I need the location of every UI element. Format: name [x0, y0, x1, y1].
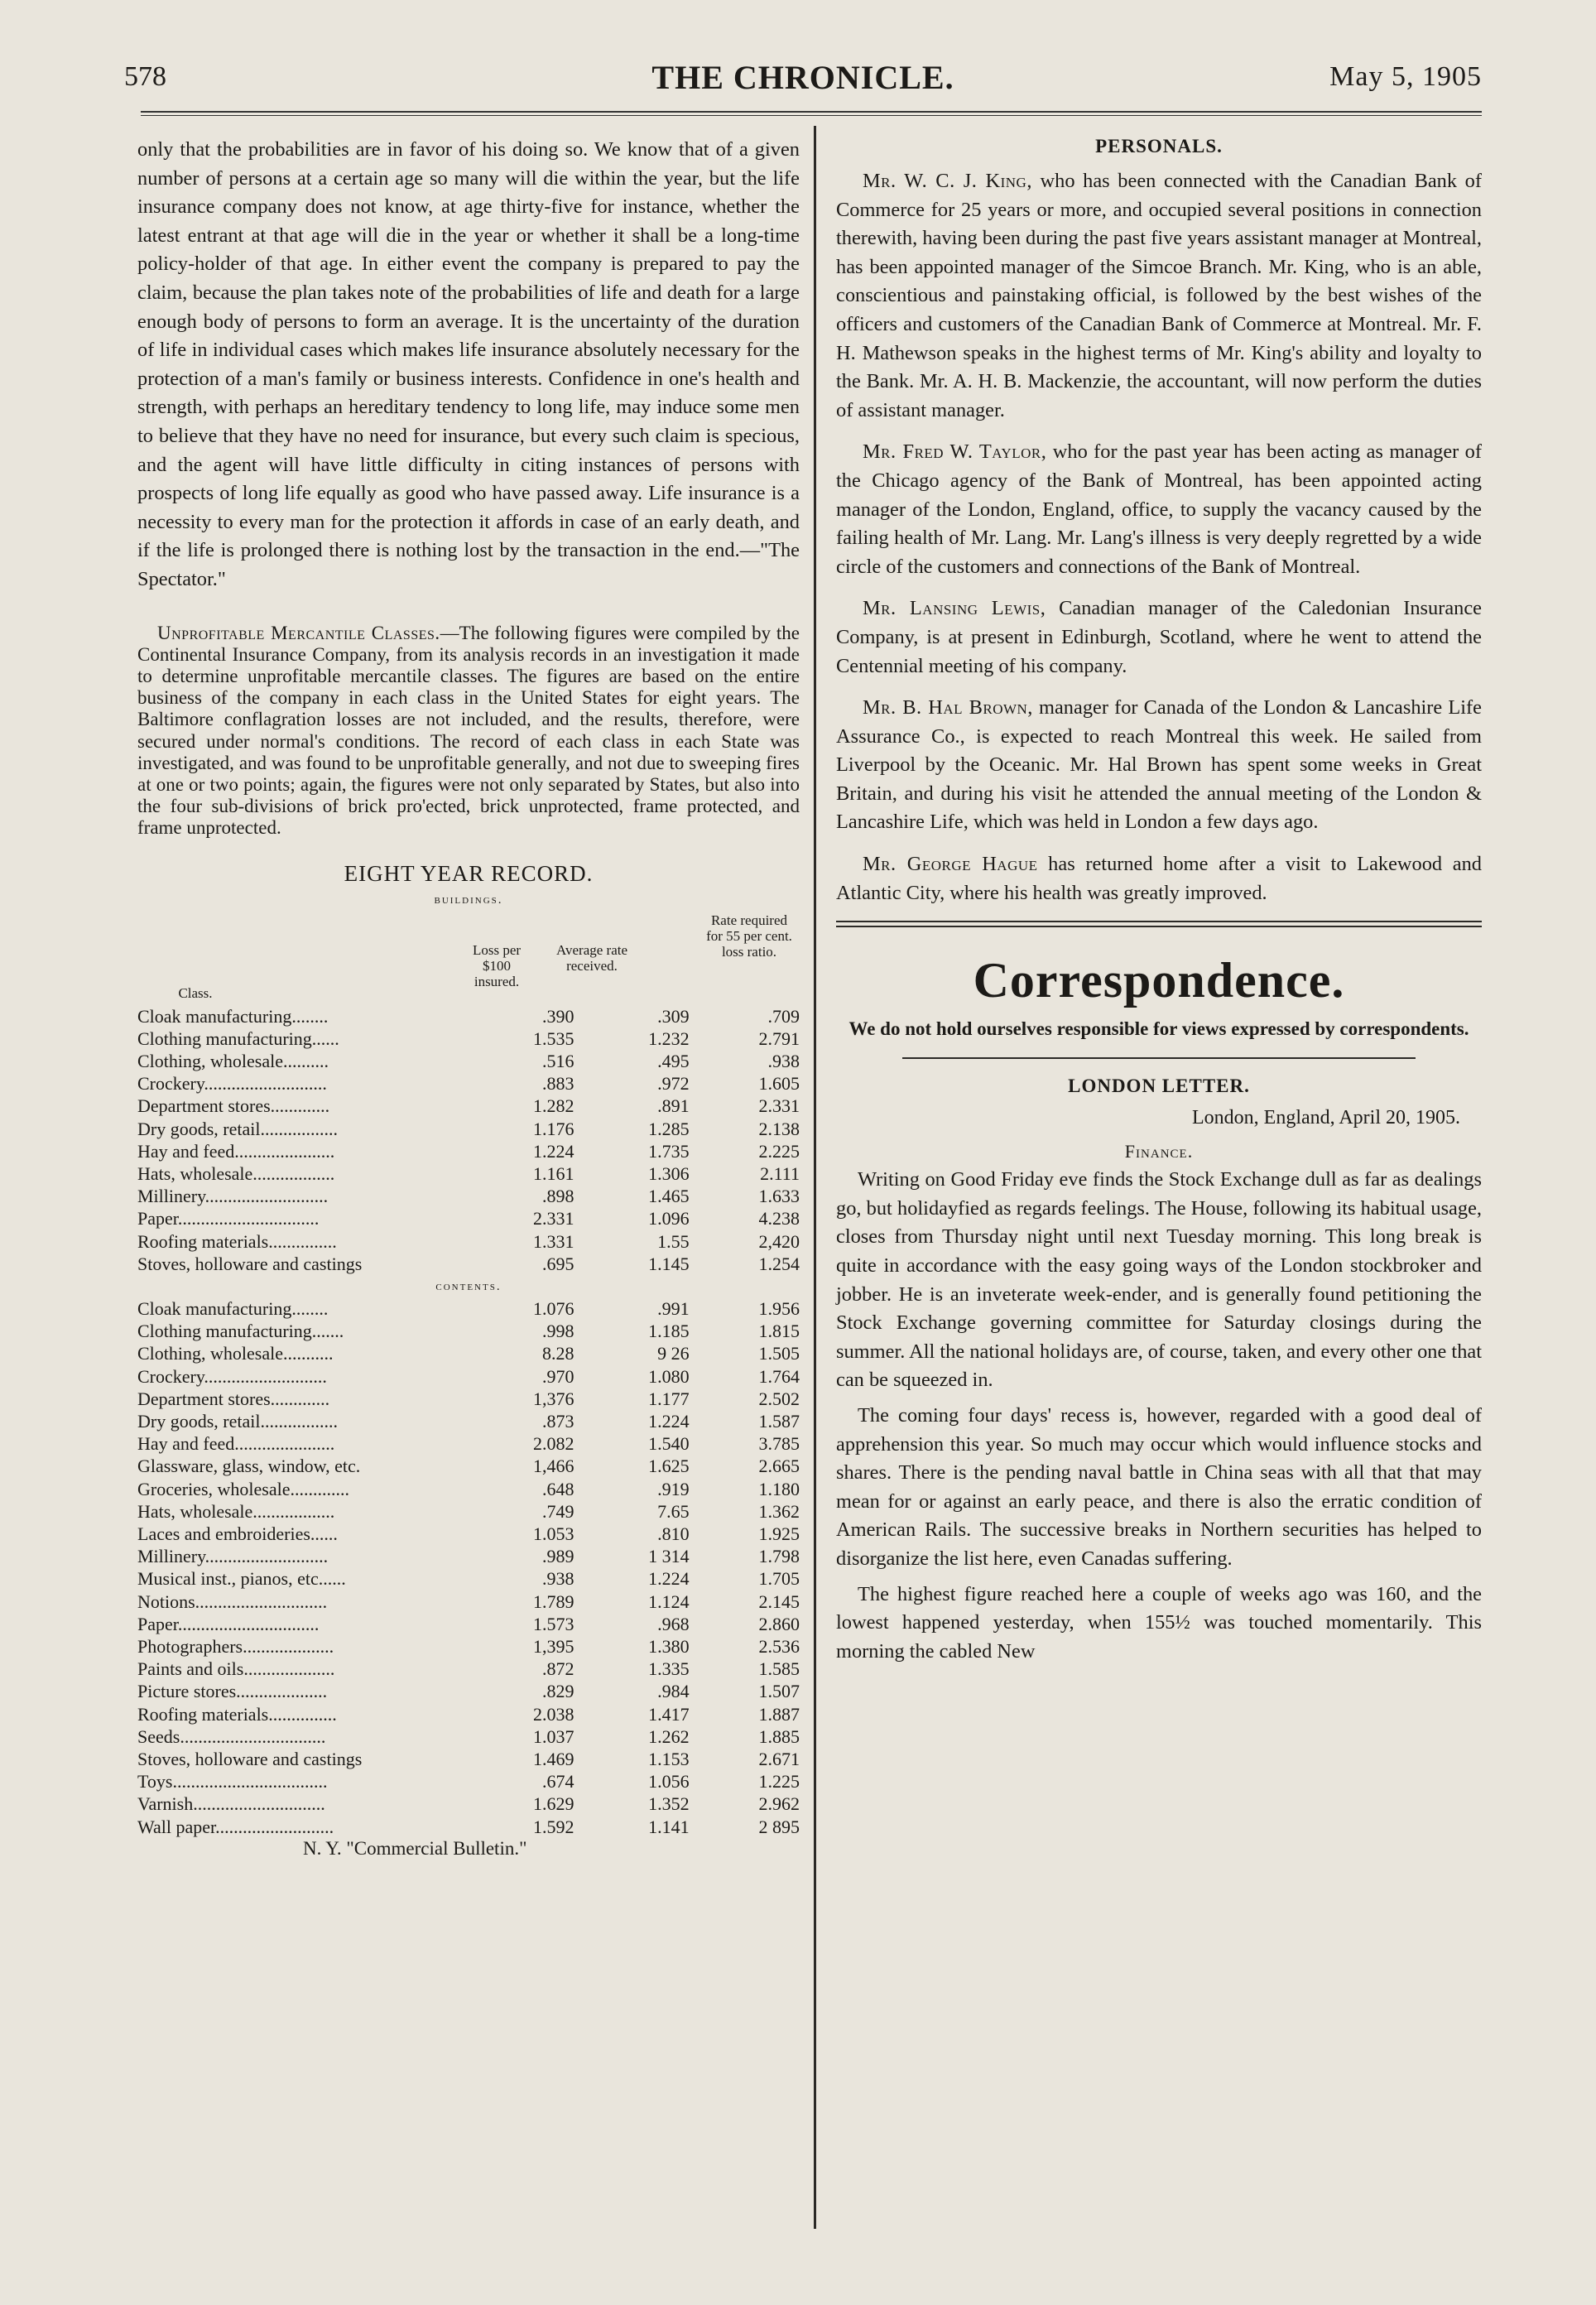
required-rate-cell: .709	[767, 1005, 800, 1027]
loss-cell: 1.469	[533, 1749, 574, 1770]
avg-rate-cell: .984	[657, 1681, 690, 1702]
table-row	[137, 1072, 800, 1095]
avg-rate-cell: .810	[657, 1523, 690, 1544]
table-row	[137, 1388, 800, 1410]
table-row	[137, 1005, 800, 1027]
issue-date: May 5, 1905	[1329, 61, 1482, 92]
table-row	[137, 1523, 800, 1545]
class-cell: Varnish.............................	[137, 1793, 325, 1815]
required-rate-cell: 1.587	[758, 1410, 800, 1432]
table-row	[137, 1590, 800, 1613]
class-cell: Laces and embroideries......	[137, 1523, 338, 1544]
avg-rate-cell: 1.141	[648, 1816, 690, 1837]
required-rate-cell: 2.671	[758, 1749, 800, 1770]
required-rate-cell: 2.502	[758, 1388, 800, 1409]
loss-cell: 1,466	[533, 1456, 574, 1477]
class-cell: Department stores.............	[137, 1095, 330, 1117]
personal-text: Canadian manager of the Caledonian Insurance Company, is at present in Edinburgh, Scotland, where he went to attend the Centennial meeting of his company.	[836, 597, 1482, 677]
required-rate-cell: 1.505	[758, 1343, 800, 1364]
loss-cell: 2.038	[533, 1703, 574, 1725]
required-rate-cell: 2.860	[758, 1613, 800, 1634]
avg-rate-cell: 1.224	[648, 1568, 690, 1590]
personal-text: manager for Canada of the London & Lancashire Life Assurance Co., is expected to reach Montreal this week. He sailed from Liverpool by the Oceanic. Mr. Hal Brown has spent some weeks in Great Britain, and during his visit he attended the annual meeting of the London & Lancashire Life, which was held in London a few days ago.	[836, 696, 1482, 834]
col-loss-header: Loss per $100 insured.	[472, 941, 522, 989]
avg-rate-cell: .309	[657, 1005, 690, 1027]
table-row	[137, 1703, 800, 1725]
correspondence-disclaimer: We do not hold ourselves responsible for views expressed by correspondents.	[848, 1018, 1469, 1040]
loss-cell: .648	[542, 1478, 574, 1499]
avg-rate-cell: 1.262	[648, 1725, 690, 1747]
required-rate-cell: .938	[767, 1050, 800, 1071]
table-row	[137, 1770, 800, 1793]
loss-cell: .390	[542, 1005, 574, 1027]
article-body: —The following figures were compiled by the Continental Insurance Company, from its analysis records in an investigation it made to determine unprofitable mercantile classes. The figures are based on the entire business of the company in each class in the United States for eight years. The Baltimore conflagration losses are not included, and the results, therefore, were secured under normal's conditions. The record of each class in each State was investigated, and was found to be unprofitable generally, and not due to sweeping fires at one or two points; again, the figures were not only separated by States, but also into the four sub-divisions of brick pro'ected, brick unprotected, frame protected, and frame unprotected.	[137, 622, 800, 839]
required-rate-cell: 1.585	[758, 1658, 800, 1680]
contents-label: contents.	[435, 1279, 502, 1293]
avg-rate-cell: 1.224	[648, 1410, 690, 1432]
class-cell: Hay and feed......................	[137, 1140, 335, 1162]
required-rate-cell: 2.962	[758, 1793, 800, 1815]
loss-cell: 8.28	[542, 1343, 574, 1364]
loss-cell: .749	[542, 1500, 574, 1522]
table-row	[137, 1162, 800, 1185]
required-rate-cell: 1.956	[758, 1297, 800, 1319]
avg-rate-cell: 1.124	[648, 1590, 690, 1612]
required-rate-cell: 1.798	[758, 1546, 800, 1567]
table-row	[137, 1365, 800, 1388]
masthead-title: THE CHRONICLE.	[651, 59, 954, 96]
right-column	[836, 136, 1482, 1672]
class-cell: Roofing materials...............	[137, 1703, 337, 1725]
loss-cell: 1,395	[533, 1636, 574, 1658]
required-rate-cell: 2.111	[760, 1162, 800, 1184]
loss-cell: 1.053	[533, 1523, 574, 1544]
class-cell: Stoves, holloware and castings	[137, 1253, 363, 1274]
avg-rate-cell: 1.380	[648, 1636, 690, 1658]
personal-item	[836, 850, 1482, 907]
required-rate-cell: 3.785	[758, 1433, 800, 1455]
avg-rate-cell: 1.145	[648, 1253, 690, 1274]
table-row	[137, 1567, 800, 1590]
loss-cell: .674	[542, 1771, 574, 1793]
table-row	[137, 1680, 800, 1702]
personal-name: Mr. George Hague	[863, 853, 1038, 876]
col-avg-header: Average rate received.	[555, 941, 628, 974]
avg-rate-cell: 1.465	[648, 1186, 690, 1207]
required-rate-cell: 1.887	[758, 1703, 800, 1725]
class-cell: Photographers....................	[137, 1636, 334, 1658]
table-row	[137, 1793, 800, 1815]
avg-rate-cell: .972	[657, 1073, 690, 1095]
personal-text: has returned home after a visit to Lakewood and Atlantic City, where his health was greatly improved.	[836, 853, 1482, 904]
avg-rate-cell: 9 26	[657, 1343, 690, 1364]
finance-paragraph: Writing on Good Friday eve finds the Stock Exchange dull as far as dealings go, but holidayfied as regards feelings. The House, following its habitual usage, closes from Thursday night until next Tuesday morning. This long break is quite in accordance with the easy going ways of the London stockbroker and jobber. He is an inveterate week-ender, and is generally found petitioning the Stock Exchange governing committee for Saturday closings during the summer. All the national holidays are, of course, taken, and every other one that can be squeezed in.	[836, 1168, 1482, 1392]
class-cell: Notions.............................	[137, 1590, 328, 1612]
required-rate-cell: 1.633	[758, 1186, 800, 1207]
table-row	[137, 1118, 800, 1140]
table-row	[137, 1455, 800, 1477]
table-row	[137, 1185, 800, 1207]
required-rate-cell: 2.665	[758, 1456, 800, 1477]
class-cell: Paper...............................	[137, 1613, 320, 1634]
class-cell: Hats, wholesale..................	[137, 1162, 335, 1184]
personal-item	[836, 438, 1482, 581]
loss-cell: .872	[542, 1658, 574, 1680]
table-row	[137, 1207, 800, 1229]
personal-item	[836, 594, 1482, 681]
class-cell: Toys..................................	[137, 1771, 328, 1793]
personal-item	[836, 167, 1482, 425]
required-rate-cell: 1.507	[758, 1681, 800, 1702]
table-row	[137, 1725, 800, 1748]
table-row	[137, 1342, 800, 1364]
loss-cell: 1.176	[533, 1118, 574, 1139]
left-column	[137, 136, 800, 1860]
avg-rate-cell: 1.080	[648, 1365, 690, 1387]
correspondence-heading: Correspondence.	[973, 953, 1345, 1008]
avg-rate-cell: 1.056	[648, 1771, 690, 1793]
loss-cell: 1.535	[533, 1027, 574, 1049]
avg-rate-cell: 1.177	[648, 1388, 690, 1409]
class-cell: Cloak manufacturing........	[137, 1005, 329, 1027]
table-row	[137, 1500, 800, 1523]
table-header	[137, 912, 800, 1005]
table-title: EIGHT YEAR RECORD.	[344, 860, 594, 886]
loss-cell: 1.224	[533, 1140, 574, 1162]
class-cell: Cloak manufacturing........	[137, 1297, 329, 1319]
avg-rate-cell: 1.55	[657, 1230, 690, 1252]
avg-rate-cell: 1.153	[648, 1749, 690, 1770]
table-row	[137, 1095, 800, 1117]
article-lead: Unprofitable Mercantile Classes.	[157, 622, 440, 643]
table-row	[137, 1320, 800, 1342]
required-rate-cell: 2.145	[758, 1590, 800, 1612]
class-cell: Stoves, holloware and castings	[137, 1749, 363, 1770]
table-row	[137, 1635, 800, 1658]
class-cell: Groceries, wholesale.............	[137, 1478, 349, 1499]
avg-rate-cell: 1.417	[648, 1703, 690, 1725]
class-cell: Glassware, glass, window, etc.	[137, 1456, 361, 1477]
required-rate-cell: 1.925	[758, 1523, 800, 1544]
class-cell: Paints and oils....................	[137, 1658, 335, 1680]
buildings-label: buildings.	[434, 893, 503, 907]
table-row	[137, 1545, 800, 1567]
loss-cell: 1.076	[533, 1297, 574, 1319]
section-rule	[836, 921, 1482, 927]
avg-rate-cell: .968	[657, 1613, 690, 1634]
personal-name: Mr. W. C. J. King,	[863, 170, 1032, 192]
class-cell: Clothing, wholesale..........	[137, 1050, 329, 1071]
avg-rate-cell: 1.335	[648, 1658, 690, 1680]
avg-rate-cell: 1.096	[648, 1208, 690, 1229]
avg-rate-cell: .495	[657, 1050, 690, 1071]
buildings-table	[137, 1005, 800, 1275]
newspaper-page	[124, 43, 1482, 2270]
class-cell: Clothing, wholesale...........	[137, 1343, 334, 1364]
class-cell: Musical inst., pianos, etc......	[137, 1568, 346, 1590]
loss-cell: .873	[542, 1410, 574, 1432]
loss-cell: .898	[542, 1186, 574, 1207]
class-cell: Seeds................................	[137, 1725, 326, 1747]
avg-rate-cell: .919	[657, 1478, 690, 1499]
class-cell: Clothing manufacturing.......	[137, 1321, 344, 1342]
thin-rule	[902, 1057, 1416, 1059]
loss-cell: 1.282	[533, 1095, 574, 1117]
mercantile-classes-article	[137, 623, 800, 840]
avg-rate-cell: 1.185	[648, 1321, 690, 1342]
loss-cell: 1.161	[533, 1162, 574, 1184]
avg-rate-cell: .991	[657, 1297, 690, 1319]
personal-name: Mr. Fred W. Taylor,	[863, 440, 1047, 464]
required-rate-cell: 1.705	[758, 1568, 800, 1590]
required-rate-cell: 1.605	[758, 1073, 800, 1095]
class-cell: Picture stores....................	[137, 1681, 328, 1702]
london-letter-heading: LONDON LETTER.	[1068, 1076, 1250, 1097]
required-rate-cell: 2,420	[758, 1230, 800, 1252]
required-rate-cell: 2.138	[758, 1118, 800, 1139]
class-cell: Crockery...........................	[137, 1365, 327, 1387]
avg-rate-cell: 1.625	[648, 1456, 690, 1477]
loss-cell: 2.082	[533, 1433, 574, 1455]
table-row	[137, 1613, 800, 1635]
required-rate-cell: 1.815	[758, 1321, 800, 1342]
spectator-article: only that the probabilities are in favor of his doing so. We know that of a given number of persons at a certain age so many will die within the year, but the life insurance company does not know, at age thirty-five for instance, whether the latest entrant at that age will die in the year or whether it shall be a long-time policy-holder of that age. In either event the company is prepared to pay the claim, because the plan takes note of the probabilities of life and death for a large enough body of persons to form an average. It is the uncertainty of the duration of life in individual cases which makes life insurance absolutely necessary for the protection of a man's family or business interests. Confidence in one's health and strength, with perhaps an hereditary tendency to long life, may induce some men to believe that they have no need for insurance, but every such claim is specious, and the agent will have little difficulty in citing instances of persons with prospects of long life equally as good who have passed away. Life insurance is a necessity to every man for the protection it affords in case of an early death, and if the life is prolonged there is nothing lost by the transaction in the end.—"The Spectator."	[137, 138, 800, 590]
required-rate-cell: 1.362	[758, 1500, 800, 1522]
class-cell: Dry goods, retail.................	[137, 1410, 338, 1432]
class-cell: Hay and feed......................	[137, 1433, 335, 1455]
required-rate-cell: 1.254	[758, 1253, 800, 1274]
class-cell: Paper...............................	[137, 1208, 320, 1229]
table-row	[137, 1297, 800, 1320]
col-rate-header: Rate required for 55 per cent. loss ratio.	[706, 912, 792, 960]
page-header	[124, 58, 1482, 116]
header-rule	[141, 111, 1482, 116]
loss-cell: 1.629	[533, 1793, 574, 1815]
personals-heading: PERSONALS.	[1095, 136, 1223, 156]
required-rate-cell: 1.764	[758, 1365, 800, 1387]
class-cell: Hats, wholesale..................	[137, 1500, 335, 1522]
loss-cell: .938	[542, 1568, 574, 1590]
table-row	[137, 1410, 800, 1432]
table-row	[137, 1748, 800, 1770]
personal-name: Mr. B. Hal Brown,	[863, 696, 1033, 719]
required-rate-cell: 2.331	[758, 1095, 800, 1117]
avg-rate-cell: .891	[657, 1095, 690, 1117]
contents-table	[137, 1297, 800, 1838]
personal-text: who has been connected with the Canadian Bank of Commerce for 25 years or more, and occupied several positions in connection therewith, having been during the past five years assistant manager at Montreal, has been appointed manager of the Simcoe Branch. Mr. King, who is an able, conscientious and painstaking official, is followed by the best wishes of the officers and customers of the Canadian Bank of Commerce at Montreal. Mr. F. H. Mathewson speaks in the highest terms of Mr. King's ability and loyalty to the Bank. Mr. A. H. B. Mackenzie, the accountant, will now perform the duties of assistant manager.	[836, 170, 1482, 421]
avg-rate-cell: 1 314	[648, 1546, 690, 1567]
loss-cell: 1.592	[533, 1816, 574, 1837]
personal-name: Mr. Lansing Lewis,	[863, 597, 1046, 620]
finance-paragraph: The coming four days' recess is, however, regarded with a good deal of apprehension this year. So much may occur which would influence stocks and shares. There is the pending naval battle in China seas with all that that may mean for or against an early peace, and there is also the erratic condition of American Rails. The successive breaks in Northern securities has helped to disorganize the list here, even Canadas suffering.	[836, 1404, 1482, 1570]
table-row	[137, 1432, 800, 1455]
avg-rate-cell: 7.65	[657, 1500, 690, 1522]
table-row	[137, 1027, 800, 1050]
required-rate-cell: 1.225	[758, 1771, 800, 1793]
loss-cell: .516	[542, 1050, 574, 1071]
class-cell: Crockery...........................	[137, 1073, 327, 1095]
avg-rate-cell: 1.232	[648, 1027, 690, 1049]
table-row	[137, 1140, 800, 1162]
page-number: 578	[124, 61, 166, 92]
required-rate-cell: 2.536	[758, 1636, 800, 1658]
class-cell: Roofing materials...............	[137, 1230, 337, 1252]
loss-cell: .989	[542, 1546, 574, 1567]
table-row	[137, 1050, 800, 1072]
loss-cell: 1.789	[533, 1590, 574, 1612]
table-row	[137, 1478, 800, 1500]
loss-cell: .998	[542, 1321, 574, 1342]
required-rate-cell: 1.180	[758, 1478, 800, 1499]
required-rate-cell: 2.225	[758, 1140, 800, 1162]
avg-rate-cell: 1.540	[648, 1433, 690, 1455]
personal-text: who for the past year has been acting as manager of the Chicago agency of the Bank of Montreal, has been appointed acting manager of the London, England, office, to supply the vacancy caused by the failing health of Mr. Lang. Mr. Lang's illness is very deeply regretted by a wide circle of the customers and connections of the Bank of Montreal.	[836, 440, 1482, 578]
table-credit: N. Y. "Commercial Bulletin."	[303, 1837, 527, 1859]
table-row	[137, 1658, 800, 1680]
col-class-header: Class.	[178, 984, 213, 1001]
table-row	[137, 1253, 800, 1275]
loss-cell: .695	[542, 1253, 574, 1274]
table-row	[137, 1230, 800, 1253]
loss-cell: 1.573	[533, 1613, 574, 1634]
avg-rate-cell: 1.735	[648, 1140, 690, 1162]
loss-cell: 1.331	[533, 1230, 574, 1252]
required-rate-cell: 2.791	[758, 1027, 800, 1049]
loss-cell: 1,376	[533, 1388, 574, 1409]
required-rate-cell: 2 895	[758, 1816, 800, 1837]
finance-heading: Finance.	[1124, 1141, 1194, 1162]
class-cell: Department stores.............	[137, 1388, 330, 1409]
class-cell: Millinery...........................	[137, 1186, 329, 1207]
finance-paragraph: The highest figure reached here a couple of weeks ago was 160, and the lowest happened yesterday, when 155½ was touched momentarily. This morning the cabled New	[836, 1582, 1482, 1663]
avg-rate-cell: 1.306	[648, 1162, 690, 1184]
required-rate-cell: 1.885	[758, 1725, 800, 1747]
loss-cell: 1.037	[533, 1725, 574, 1747]
loss-cell: 2.331	[533, 1208, 574, 1229]
class-cell: Wall paper..........................	[137, 1816, 334, 1837]
loss-cell: .829	[542, 1681, 574, 1702]
avg-rate-cell: 1.352	[648, 1793, 690, 1815]
loss-cell: .883	[542, 1073, 574, 1095]
avg-rate-cell: 1.285	[648, 1118, 690, 1139]
class-cell: Clothing manufacturing......	[137, 1027, 339, 1049]
table-row	[137, 1816, 800, 1838]
personal-item	[836, 694, 1482, 837]
class-cell: Millinery...........................	[137, 1546, 329, 1567]
required-rate-cell: 4.238	[758, 1208, 800, 1229]
class-cell: Dry goods, retail.................	[137, 1118, 338, 1139]
column-divider	[814, 126, 816, 2229]
loss-cell: .970	[542, 1365, 574, 1387]
dateline: London, England, April 20, 1905.	[1192, 1107, 1460, 1129]
